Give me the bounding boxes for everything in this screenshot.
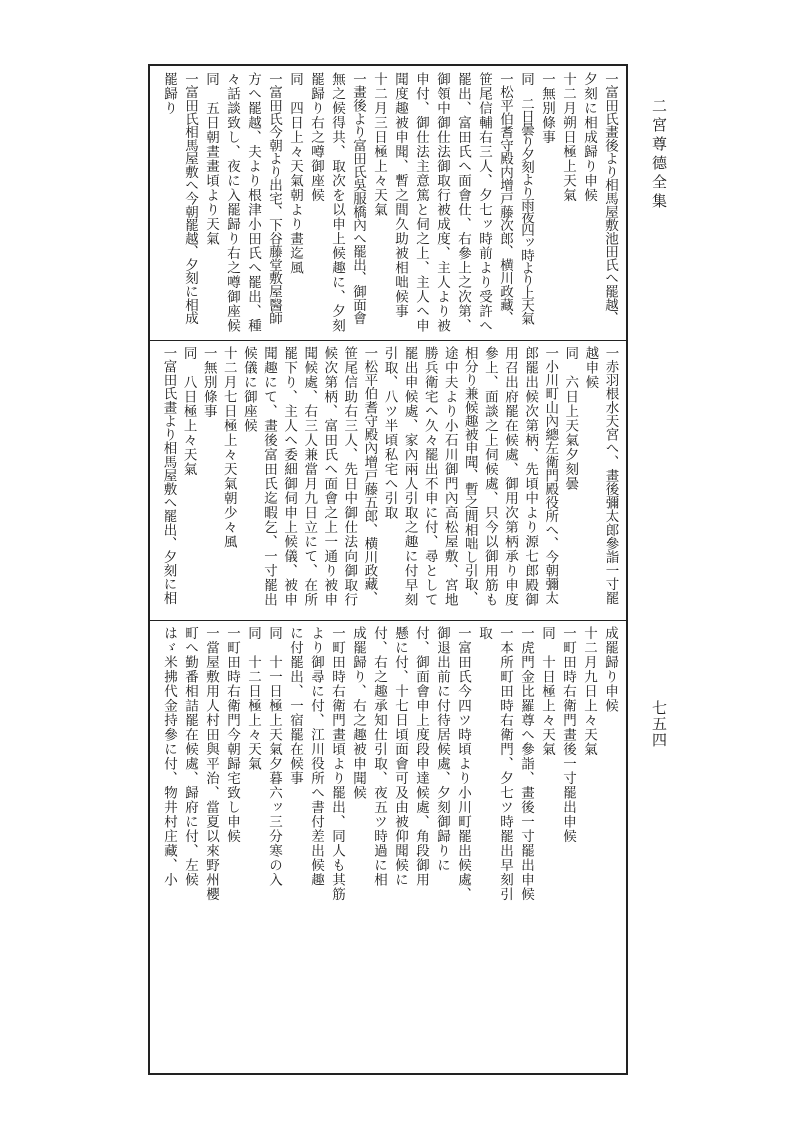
text-column: に付罷出、一宿罷在候事: [287, 626, 303, 786]
text-column: 付、右之趣承知仕引取、夜五ツ時過に相: [371, 626, 387, 887]
text-column: 同 二日曇り夕刻より雨夜四ッ時より上天氣: [518, 72, 534, 325]
text-column: 同 八日極上々天氣: [180, 346, 197, 477]
text-column: 聞趣にて、畫後富田氏迄暇乞、一寸罷出: [261, 346, 277, 607]
text-column: 一松平伯耆守殿内增戸藤次郎、横川政藏、: [497, 72, 513, 325]
text-column: 同 十二日極上々天氣: [245, 626, 261, 771]
text-column: 懸に付、十七日頃面會可及由被仰聞候に: [392, 626, 408, 887]
text-column: 途中夫より小石川御門內高松屋敷、宮地: [441, 346, 458, 607]
text-column: 笹尾信助右三人、先日中御仕法向御取行: [341, 346, 358, 607]
text-column: 夕刻に相成歸り申候: [581, 72, 597, 203]
text-column: 用召出府罷在候處、御用次第柄承り申度: [502, 346, 518, 607]
text-column: 一畫後より富田氏吳服橋內へ罷出、御面會: [350, 72, 366, 325]
text-column: より御尋に付、江川役所へ書付差出候趣: [308, 626, 324, 887]
text-column: 聞候處、右三人兼當月九日立にて、在所: [301, 346, 318, 607]
text-column: 御領中御仕法御取行被成度、主人より被: [434, 72, 450, 333]
text-column: 一富田氏畫後より相馬屋敷池田氏へ罷越、: [602, 72, 618, 325]
text-column: はゞ米拂代金持參に付、物井村庄藏、小: [161, 626, 177, 887]
text-band-2: [158, 346, 620, 614]
text-column: 十二月九日上々天氣: [581, 626, 597, 757]
text-column: 々話談致し、夜に入罷歸り右之噂御座候: [224, 72, 240, 333]
text-column: 申付、御仕法主意篤と伺之上、主人へ申: [413, 72, 429, 333]
text-column: 方へ罷越、夫より根津小田氏へ罷出、種: [245, 72, 261, 333]
text-column: 一富田氏今四ツ時頃より小川町罷出候處、: [455, 626, 471, 902]
text-column: 參上、面談之上伺候處、只今以御用筋も: [481, 346, 498, 607]
text-column: 罷歸り右之噂御座候: [308, 72, 324, 203]
text-column: 同 五日朝晝畫頃より天氣: [203, 72, 219, 246]
text-column: 一松平伯耆守殿內增戸藤五郎、横川政藏、: [361, 346, 378, 605]
text-column: 相分り兼候趣被申聞、暫之間相咄し引取、: [461, 346, 478, 605]
text-column: 聞度趣被申聞、暫之間久助被相咄候事: [392, 72, 408, 319]
text-column: 候儀に御座候: [240, 346, 257, 433]
band-divider-2: [148, 620, 628, 621]
text-column: 罷出申候處、家內兩人引取之趣に付早刻: [401, 346, 418, 607]
text-column: 十二月三日極上々天氣: [371, 72, 387, 217]
text-column: 一小川町山內總左衛門殿役所へ、今朝彌太: [542, 346, 559, 605]
text-column: 引取、八ツ半頃私宅へ引取: [381, 346, 398, 520]
text-column: 一虎門金比羅尊へ參詣、畫後一寸罷出申候: [518, 626, 534, 902]
band-divider-1: [148, 340, 628, 341]
text-column: 一富田氏畫より相馬屋敷へ罷出、夕刻に相: [160, 346, 177, 605]
text-column: 同 十一日極上天氣夕暮六ッ三分寒の入: [266, 626, 282, 887]
text-column: 御退出前に付待居候處、夕刻御歸りに: [434, 626, 450, 873]
text-column: 十二月七日極上々天氣朝少々風: [220, 346, 237, 549]
text-column: 一無別條事: [200, 346, 217, 419]
text-column: 笹尾信輔右三人、夕七ッ時前より受許へ: [476, 72, 492, 333]
text-column: 一當屋敷用人村田與平治、當夏以來野州櫻: [203, 626, 219, 902]
text-column: 罷歸り: [161, 72, 177, 116]
text-column: 無之候得共、取次を以申上候趣に、夕刻: [329, 72, 345, 333]
text-column: 一本所町田時右衛門、夕七ツ時罷出早刻引: [497, 626, 513, 902]
text-column: 十二月朔日極上天氣: [560, 72, 576, 203]
text-column: 取: [476, 626, 492, 641]
text-column: 一町田時右衛門畫頃より罷出、同人も其筋: [329, 626, 345, 902]
text-column: 同 四日上々天氣朝より畫迄風: [287, 72, 303, 275]
text-column: 一富田氏相馬屋敷へ今朝罷越、夕刻に相成: [182, 72, 198, 325]
text-column: 勝兵衛宅へ久々罷出不申に付、尋として: [421, 346, 438, 607]
text-column: 一無別條事: [539, 72, 555, 145]
text-band-1: [158, 72, 620, 334]
text-column: 一赤羽根水天宮へ、畫後彌太郎參詣一寸罷: [602, 346, 619, 605]
text-column: 一町田時右衛門畫後一寸罷出申候: [560, 626, 576, 844]
text-column: 同 十日極上々天氣: [539, 626, 555, 757]
text-column: 付、御面會申上度段申達候處、角段御用: [413, 626, 429, 887]
text-column: 町へ勤番相詰罷在候處、歸府に付、左候: [182, 626, 198, 887]
text-column: 罷下り、主人へ委細御伺申上候儀、被申: [281, 346, 298, 607]
text-column: 越申候: [582, 346, 599, 390]
text-column: 成罷歸り、右之趣被申聞候: [350, 626, 366, 800]
header-title: 二宮尊德全集: [650, 98, 668, 212]
text-column: 罷出、富田氏へ面會仕、右參上之次第、: [455, 72, 471, 333]
text-column: 候次第柄、富田氏へ面會之上一通り被申: [321, 346, 338, 607]
text-column: 成罷歸り申候: [602, 626, 618, 713]
text-band-3: [158, 626, 620, 1066]
text-column: 同 六日上天氣夕刻曇: [562, 346, 579, 491]
text-column: 郎罷出候次第柄、先頃中より源七郎殿御: [522, 346, 539, 607]
text-column: 一富田氏今朝より出宅、下谷藤堂敷屋醫師: [266, 72, 282, 325]
page-number: 七五四: [650, 700, 668, 748]
text-column: 一町田時右衛門今朝歸宅致し申候: [224, 626, 240, 844]
